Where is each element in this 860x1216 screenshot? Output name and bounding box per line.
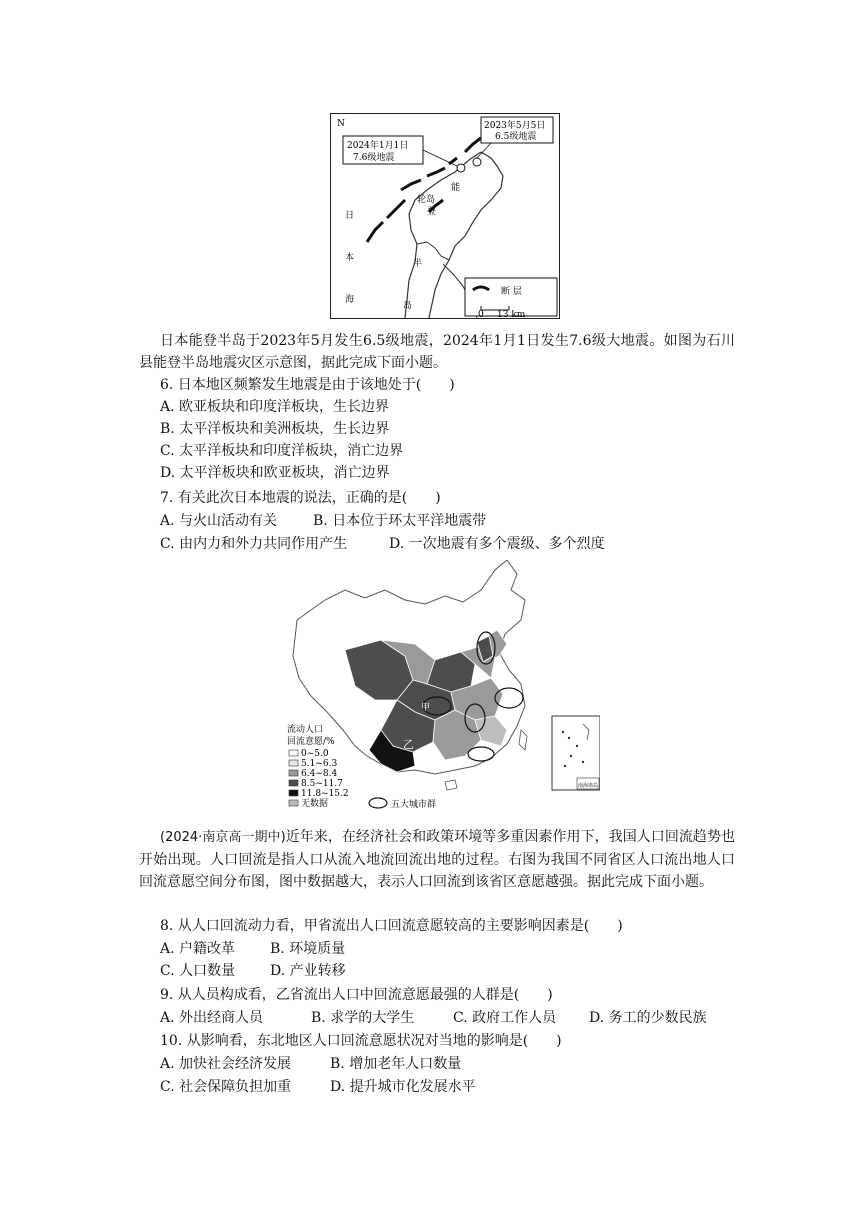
intro2-source: (2024·南京高一期中) bbox=[160, 830, 286, 845]
legend-label: 6.4~8.4 bbox=[301, 769, 338, 779]
q10-options-row-1 bbox=[160, 1053, 461, 1075]
intro2-text: 近年来，在经济社会和政策环境等多重因素作用下，我国人口回流趋势也开始出现。人口回流是指人口从流入地流回流出地的过程。右图为我国不同省区人口流出地人口回流意愿空间分布图，图中数据越大，表示人口回流到该省区意愿越强。据此完成下面小题。 bbox=[139, 829, 735, 890]
q7-options-row-1 bbox=[160, 510, 486, 532]
legend-label: 8.5~11.7 bbox=[301, 779, 343, 789]
q9-option-c[interactable]: C. 政府工作人员 bbox=[453, 1010, 557, 1026]
q10-option-d[interactable]: D. 提升城市化发展水平 bbox=[330, 1079, 476, 1095]
north-label: N bbox=[337, 119, 345, 129]
callout-2024-magnitude: 7.6级地震 bbox=[353, 153, 395, 163]
q8-options-row-1 bbox=[160, 938, 345, 960]
q10-option-c[interactable]: C. 社会保障负担加重 bbox=[160, 1079, 292, 1095]
legend-swatch bbox=[289, 800, 298, 806]
inset-label: 南海诸岛 bbox=[578, 783, 599, 789]
intro-paragraph-1: 日本能登半岛于2023年5月发生6.5级地震，2024年1月1日发生7.6级大地震。如图为石川县能登半岛地震灾区示意图，据此完成下面小题。 bbox=[139, 333, 735, 371]
legend-label: 11.8~15.2 bbox=[301, 789, 349, 799]
fault-line bbox=[465, 138, 481, 152]
fault-line bbox=[387, 200, 405, 218]
q7-option-a[interactable]: A. 与火山活动有关 bbox=[160, 513, 278, 529]
q7-stem: 7. 有关此次日本地震的说法，正确的是( ) bbox=[160, 490, 441, 506]
legend-label: 无数据 bbox=[301, 799, 329, 809]
q8-options-row-2 bbox=[160, 960, 346, 982]
q6-option-b[interactable]: B. 太平洋板块和美洲板块，生长边界 bbox=[160, 421, 390, 437]
scale-zero: 0 bbox=[478, 310, 484, 318]
q9-option-a[interactable]: A. 外出经商人员 bbox=[160, 1010, 264, 1026]
legend-city-cluster: 五大城市群 bbox=[391, 800, 437, 810]
legend-swatch bbox=[289, 770, 298, 776]
legend-title-1: 流动人口 bbox=[287, 725, 324, 735]
legend-fault-label: 断 层 bbox=[501, 287, 522, 297]
label-ri: 日 bbox=[345, 211, 355, 221]
q9-option-d[interactable]: D. 务工的少数民族 bbox=[589, 1010, 707, 1026]
q8-option-d[interactable]: D. 产业转移 bbox=[270, 963, 346, 979]
label-dao: 岛 bbox=[403, 301, 413, 311]
callout-2024-date: 2024年1月1日 bbox=[347, 141, 409, 151]
fault-line bbox=[427, 168, 445, 176]
legend-swatch bbox=[289, 790, 298, 796]
q7-option-b[interactable]: B. 日本位于环太平洋地震带 bbox=[313, 513, 487, 529]
q9-stem: 9. 从人员构成看，乙省流出人口中回流意愿最强的人群是( ) bbox=[160, 987, 553, 1003]
q8-option-b[interactable]: B. 环境质量 bbox=[270, 941, 346, 957]
china-map-graphic bbox=[285, 560, 600, 815]
label-deng: 登 bbox=[427, 207, 437, 217]
q10-stem: 10. 从影响看，东北地区人口回流意愿状况对当地的影响是( ) bbox=[160, 1033, 562, 1049]
label-neng: 能 bbox=[451, 183, 461, 193]
legend-items bbox=[289, 749, 349, 809]
q9-option-b[interactable]: B. 求学的大学生 bbox=[311, 1010, 415, 1026]
q10-option-b[interactable]: B. 增加老年人口数量 bbox=[330, 1056, 462, 1072]
q8-stem: 8. 从人口回流动力看，甲省流出人口回流意愿较高的主要影响因素是( ) bbox=[160, 918, 623, 934]
intro-paragraph-2 bbox=[139, 826, 735, 893]
q9-options-row bbox=[160, 1007, 707, 1029]
fault-line bbox=[401, 180, 421, 190]
q6-option-d[interactable]: D. 太平洋板块和欧亚板块，消亡边界 bbox=[160, 465, 390, 481]
q7-options-row-2 bbox=[160, 533, 605, 555]
noto-map-graphic bbox=[331, 114, 559, 318]
legend-swatch bbox=[289, 780, 298, 786]
legend-swatch bbox=[289, 750, 298, 756]
noto-earthquake-map bbox=[330, 113, 560, 319]
q6-option-a[interactable]: A. 欧亚板块和印度洋板块，生长边界 bbox=[160, 399, 390, 415]
label-ben: 本 bbox=[345, 253, 355, 263]
scale-km: 13 km bbox=[497, 310, 526, 318]
q7-option-c[interactable]: C. 由内力和外力共同作用产生 bbox=[160, 536, 348, 552]
q8-option-a[interactable]: A. 户籍改革 bbox=[160, 941, 236, 957]
callout-2023-magnitude: 6.5级地震 bbox=[495, 132, 537, 142]
q6-stem: 6. 日本地区频繁发生地震是由于该地处于( ) bbox=[160, 377, 455, 393]
legend-title-2: 回流意愿/% bbox=[287, 737, 335, 747]
label-yi: 乙 bbox=[403, 738, 414, 751]
q8-option-c[interactable]: C. 人口数量 bbox=[160, 963, 236, 979]
label-jia: 甲 bbox=[421, 703, 431, 713]
label-ban: 半 bbox=[413, 259, 423, 269]
callout-2023-date: 2023年5月5日 bbox=[484, 121, 546, 131]
legend-label: 0~5.0 bbox=[301, 749, 329, 759]
epicenter-2024-marker bbox=[457, 164, 465, 172]
epicenter-2023-marker bbox=[473, 158, 481, 166]
q7-option-d[interactable]: D. 一次地震有多个震级、多个烈度 bbox=[389, 536, 605, 552]
label-wajima: 轮岛 bbox=[417, 195, 436, 205]
china-return-intention-map bbox=[285, 560, 600, 815]
q10-options-row-2 bbox=[160, 1076, 476, 1098]
q10-option-a[interactable]: A. 加快社会经济发展 bbox=[160, 1056, 292, 1072]
label-hai: 海 bbox=[345, 295, 355, 305]
legend-label: 5.1~6.3 bbox=[301, 759, 338, 769]
legend-swatch bbox=[289, 760, 298, 766]
q6-option-c[interactable]: C. 太平洋板块和印度洋板块，消亡边界 bbox=[160, 443, 404, 459]
fault-line bbox=[367, 222, 383, 242]
